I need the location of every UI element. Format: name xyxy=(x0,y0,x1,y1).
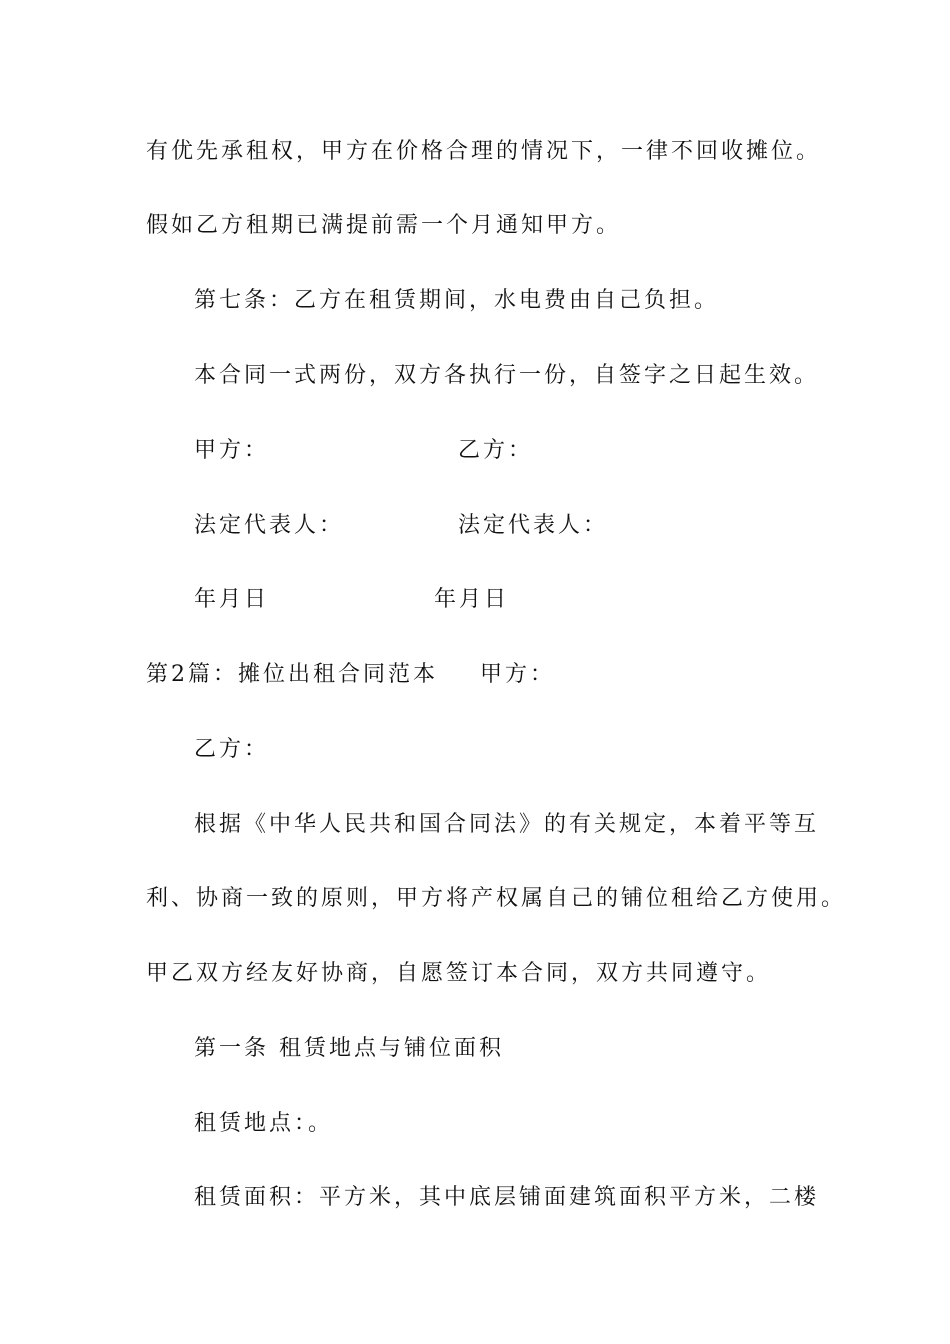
intro-line-2: 利、协商一致的原则，甲方将产权属自己的铺位租给乙方使用。 xyxy=(146,886,847,911)
section-2-party-a: 甲方： xyxy=(480,662,556,687)
intro-line-1: 根据《中华人民共和国合同法》的有关规定，本着平等互 xyxy=(194,812,820,837)
section-2-party-b: 乙方： xyxy=(194,737,270,762)
signature-party-a: 甲方： xyxy=(194,438,270,463)
text-line-2: 假如乙方租期已满提前需一个月通知甲方。 xyxy=(146,213,622,238)
signature-party-b: 乙方： xyxy=(458,438,534,463)
section-2-heading: 第2篇：摊位出租合同范本 xyxy=(146,662,438,687)
legal-rep-b: 法定代表人： xyxy=(458,513,609,538)
legal-rep-a: 法定代表人： xyxy=(194,513,345,538)
article-7: 第七条：乙方在租赁期间，水电费由自己负担。 xyxy=(194,288,720,313)
lease-location: 租赁地点：。 xyxy=(194,1111,334,1136)
date-a: 年月日 xyxy=(194,587,270,612)
lease-area: 租赁面积：平方米，其中底层铺面建筑面积平方米，二楼 xyxy=(194,1185,820,1210)
copies-clause: 本合同一式两份，双方各执行一份，自签字之日起生效。 xyxy=(194,363,820,388)
article-1-title: 第一条 租赁地点与铺位面积 xyxy=(194,1036,504,1061)
text-line-1: 有优先承租权，甲方在价格合理的情况下，一律不回收摊位。 xyxy=(146,139,822,164)
intro-line-3: 甲乙双方经友好协商，自愿签订本合同，双方共同遵守。 xyxy=(146,961,772,986)
date-b: 年月日 xyxy=(434,587,510,612)
